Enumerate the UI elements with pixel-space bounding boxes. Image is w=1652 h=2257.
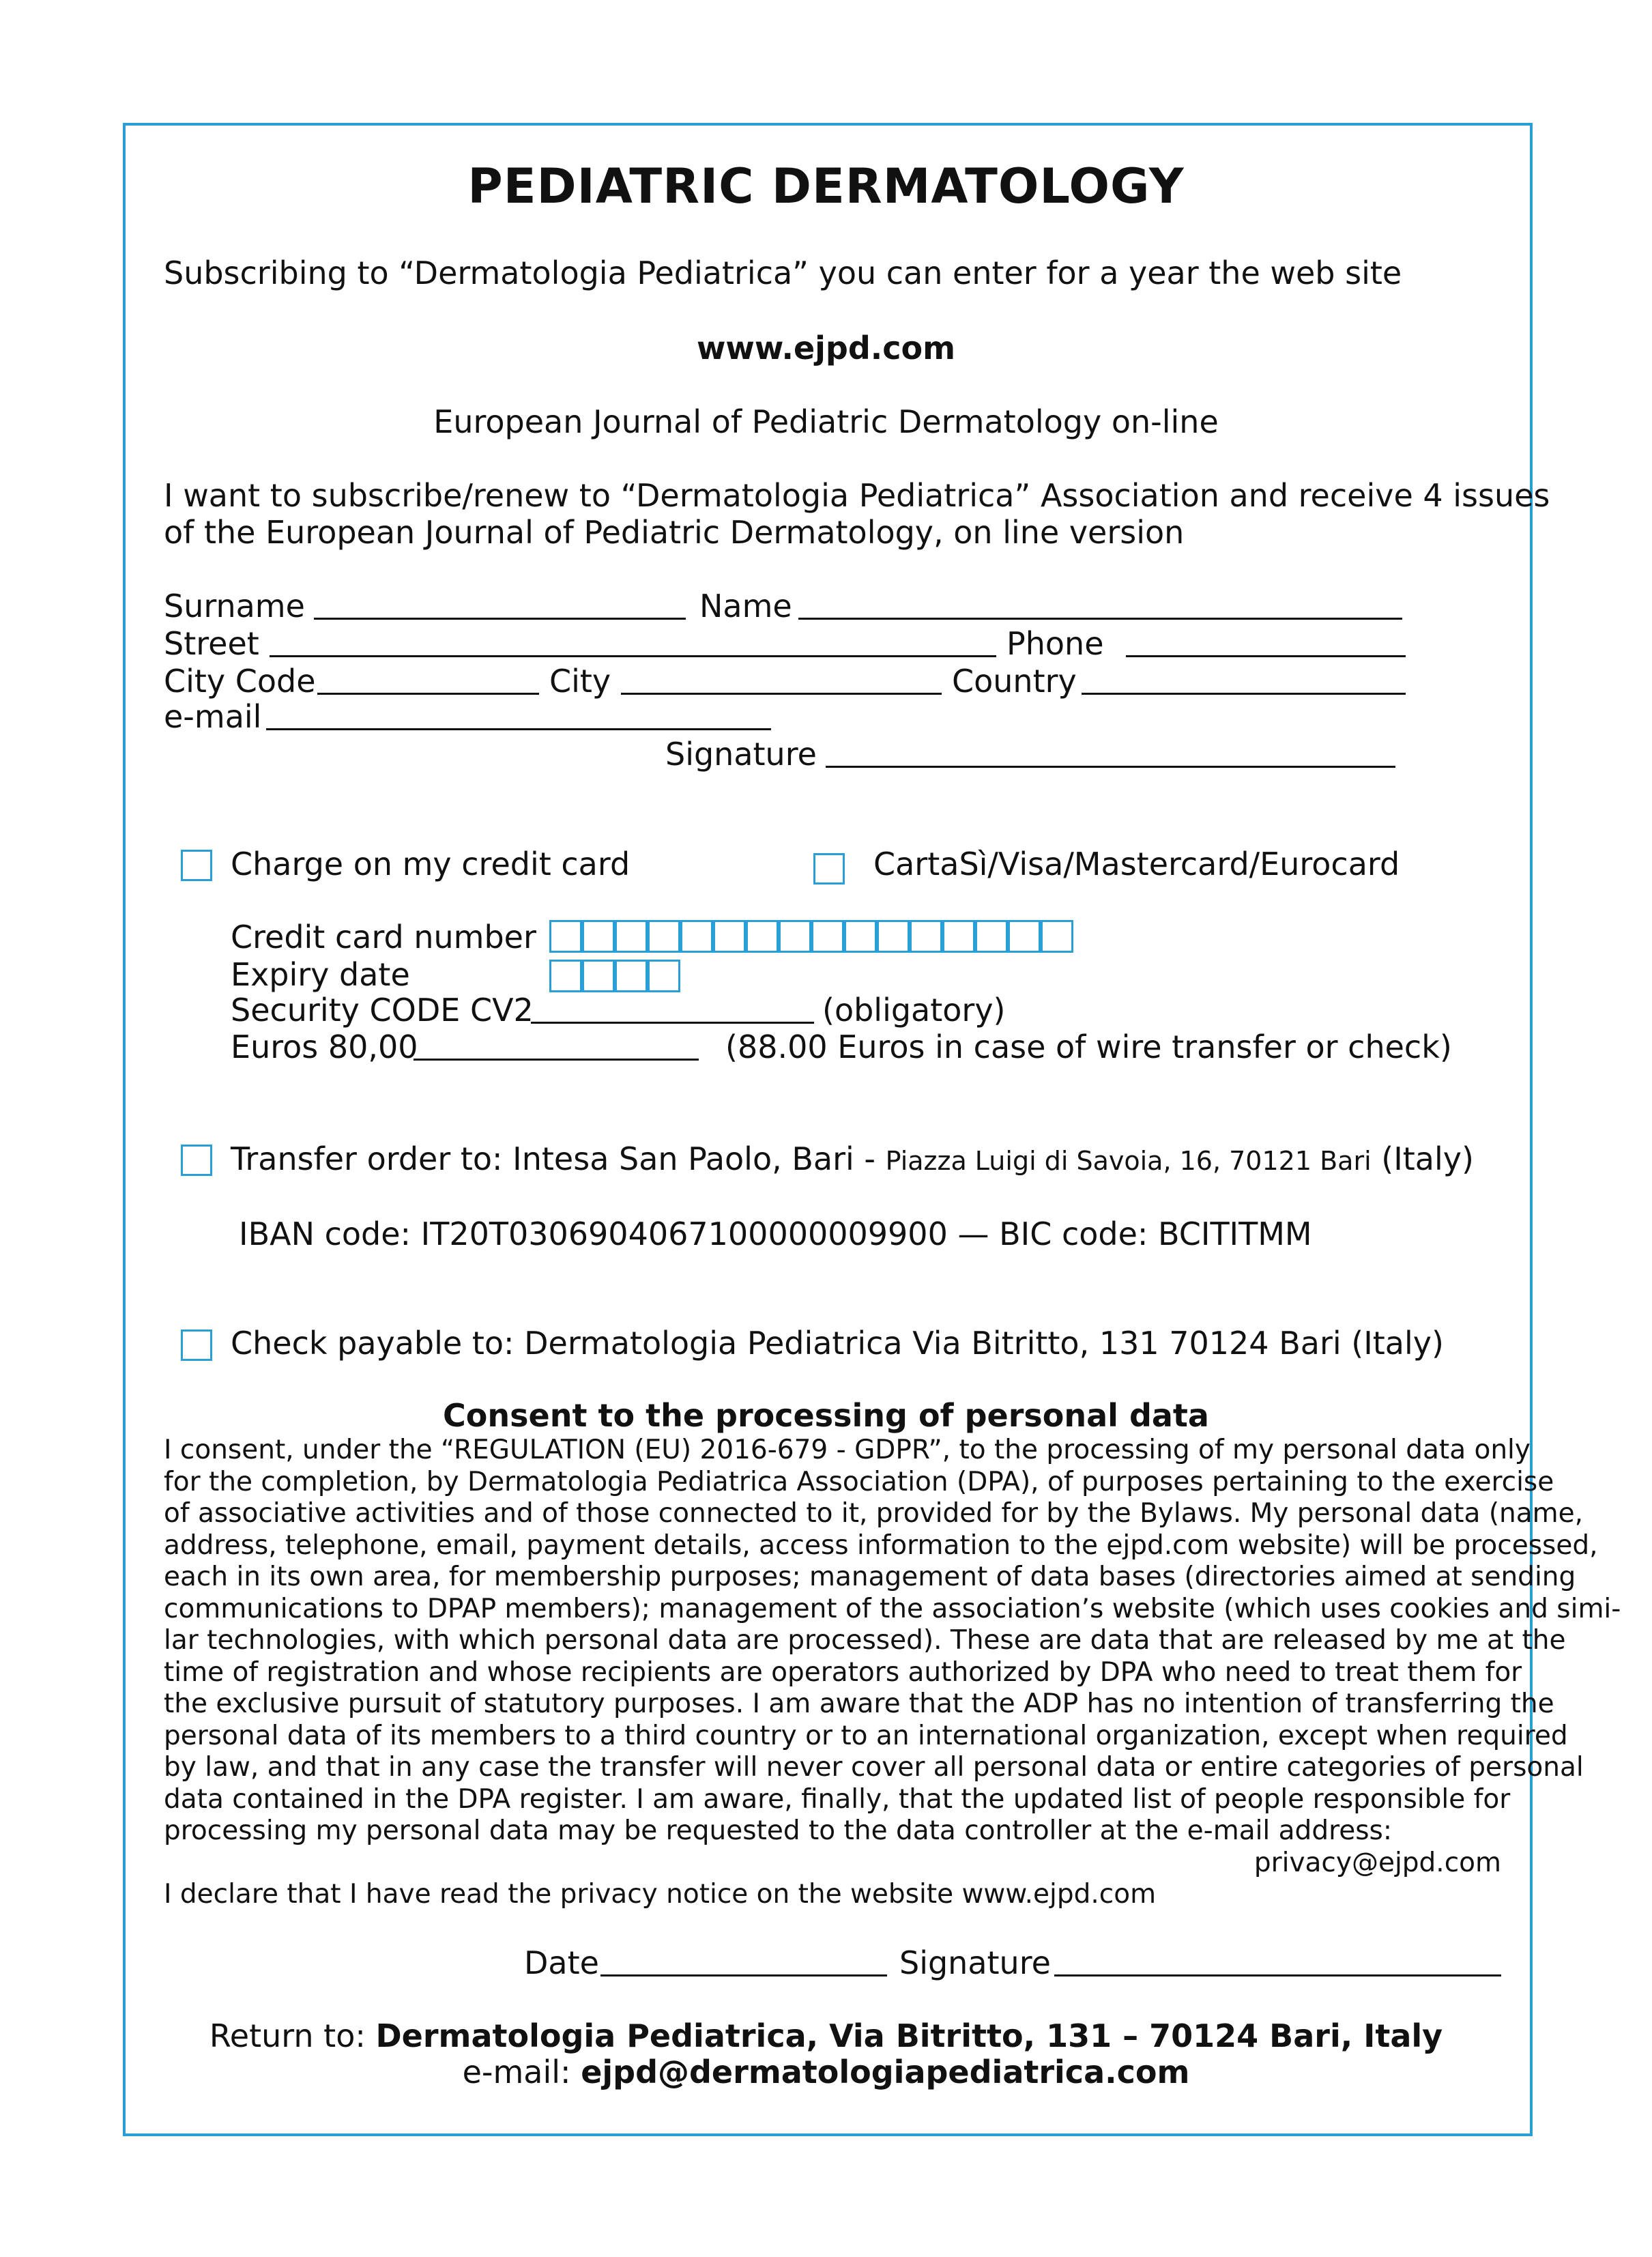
- contact-email-link[interactable]: ejpd@dermatologiapediatrica.com: [581, 2054, 1190, 2090]
- check-checkbox[interactable]: [181, 1329, 212, 1361]
- transfer-bank: Transfer order to: Intesa San Paolo, Bari -: [231, 1140, 875, 1177]
- phone-label: Phone: [1006, 625, 1104, 662]
- date-input[interactable]: [600, 1974, 887, 1976]
- euros-input[interactable]: [414, 1059, 699, 1061]
- date-label: Date: [524, 1944, 599, 1981]
- subscribe-line-1: I want to subscribe/renew to “Dermatologia Pediatrica” Association and receive 4 issues: [164, 477, 1550, 514]
- iban-line: IBAN code: IT20T0306904067100000009900 — BIC code: BCITITMM: [239, 1216, 1312, 1252]
- consent-line: by law, and that in any case the transfer will never cover all personal data or entire categories of personal: [164, 1752, 1584, 1783]
- city-label: City: [549, 663, 611, 700]
- expiry-label: Expiry date: [231, 956, 410, 993]
- obligatory-note: (obligatory): [822, 992, 1006, 1029]
- street-input[interactable]: [270, 655, 996, 657]
- euros-label: Euros 80,00: [231, 1029, 418, 1065]
- website-link[interactable]: www.ejpd.com: [696, 330, 956, 366]
- transfer-checkbox[interactable]: [181, 1145, 212, 1176]
- city-code-label: City Code: [164, 663, 316, 700]
- contact-email: [0, 2053, 1652, 2091]
- consent-heading: Consent to the processing of personal data: [443, 1397, 1209, 1434]
- city-code-input[interactable]: [317, 693, 539, 695]
- card-type-checkbox[interactable]: [813, 853, 845, 885]
- return-address: [0, 2017, 1652, 2055]
- footer-signature-input[interactable]: [1054, 1974, 1501, 1976]
- email-label: e-mail: [164, 698, 262, 735]
- card-types-label: CartaSì/Visa/Mastercard/Eurocard: [873, 846, 1400, 882]
- expiry-boxes[interactable]: [549, 960, 680, 992]
- page-title: PEDIATRIC DERMATOLOGY: [467, 158, 1185, 214]
- email-input[interactable]: [266, 728, 771, 730]
- signature-input[interactable]: [826, 766, 1395, 768]
- privacy-email[interactable]: privacy@ejpd.com: [1254, 1847, 1501, 1878]
- check-label: Check payable to: Dermatologia Pediatrica Via Bitritto, 131 70124 Bari (Italy): [231, 1325, 1444, 1362]
- consent-text: [164, 1435, 1621, 1911]
- consent-line: time of registration and whose recipients are operators authorized by DPA who need to treat them for: [164, 1656, 1522, 1688]
- consent-line: data contained in the DPA register. I am aware, finally, that the updated list of people responsible for: [164, 1783, 1511, 1815]
- country-label: Country: [952, 663, 1077, 700]
- transfer-address: Piazza Luigi di Savoia, 16, 70121 Bari: [885, 1146, 1372, 1176]
- country-input[interactable]: [1082, 693, 1406, 695]
- credit-card-checkbox[interactable]: [181, 850, 212, 881]
- consent-line: address, telephone, email, payment details, access information to the ejpd.com website) will be processed,: [164, 1529, 1598, 1561]
- surname-input[interactable]: [314, 618, 686, 620]
- consent-line: each in its own area, for membership purposes; management of data bases (directories aimed at sending: [164, 1562, 1576, 1592]
- journal-line: European Journal of Pediatric Dermatology on-line: [433, 403, 1219, 440]
- transfer-country: (Italy): [1381, 1140, 1474, 1177]
- signature-label: Signature: [665, 736, 817, 773]
- security-code-label: Security CODE CV2: [231, 992, 534, 1029]
- consent-line: lar technologies, with which personal data are processed). These are data that are released by me at the: [164, 1625, 1566, 1656]
- email-label-footer: e-mail:: [462, 2054, 571, 2090]
- name-input[interactable]: [798, 618, 1402, 620]
- security-code-input[interactable]: [531, 1022, 814, 1024]
- consent-line: for the completion, by Dermatologia Pediatrica Association (DPA), of purposes pertaining to the exercise: [164, 1466, 1554, 1497]
- subscribe-line-2: of the European Journal of Pediatric Dermatology, on line version: [164, 514, 1185, 551]
- intro-text: Subscribing to “Dermatologia Pediatrica” you can enter for a year the web site: [164, 255, 1402, 291]
- city-input[interactable]: [621, 693, 942, 695]
- return-label: Return to:: [209, 2017, 366, 2054]
- card-number-boxes[interactable]: [549, 920, 1073, 953]
- phone-input[interactable]: [1126, 655, 1406, 657]
- transfer-label: [231, 1140, 1474, 1180]
- consent-line: communications to DPAP members); management of the association’s website (which uses cookies and simi-: [164, 1593, 1621, 1624]
- consent-line: of associative activities and of those connected to it, provided for by the Bylaws. My personal data (name,: [164, 1498, 1584, 1529]
- card-number-label: Credit card number: [231, 919, 536, 955]
- name-label: Name: [699, 588, 792, 624]
- consent-line: I consent, under the “REGULATION (EU) 2016-679 - GDPR”, to the processing of my personal data only: [164, 1435, 1531, 1465]
- surname-label: Surname: [164, 588, 305, 624]
- privacy-declaration: I declare that I have read the privacy notice on the website www.ejpd.com: [164, 1879, 1157, 1910]
- consent-line: the exclusive pursuit of statutory purposes. I am aware that the ADP has no intention of transferring the: [164, 1688, 1554, 1719]
- footer-signature-label: Signature: [899, 1944, 1051, 1981]
- consent-line: processing my personal data may be requested to the data controller at the e-mail address:: [164, 1815, 1393, 1846]
- credit-card-label: Charge on my credit card: [231, 846, 631, 882]
- return-address-text: Dermatologia Pediatrica, Via Bitritto, 131 – 70124 Bari, Italy: [375, 2017, 1443, 2054]
- consent-line: personal data of its members to a third country or to an international organization, except when required: [164, 1720, 1568, 1751]
- euros-note: (88.00 Euros in case of wire transfer or check): [725, 1029, 1452, 1065]
- street-label: Street: [164, 625, 259, 662]
